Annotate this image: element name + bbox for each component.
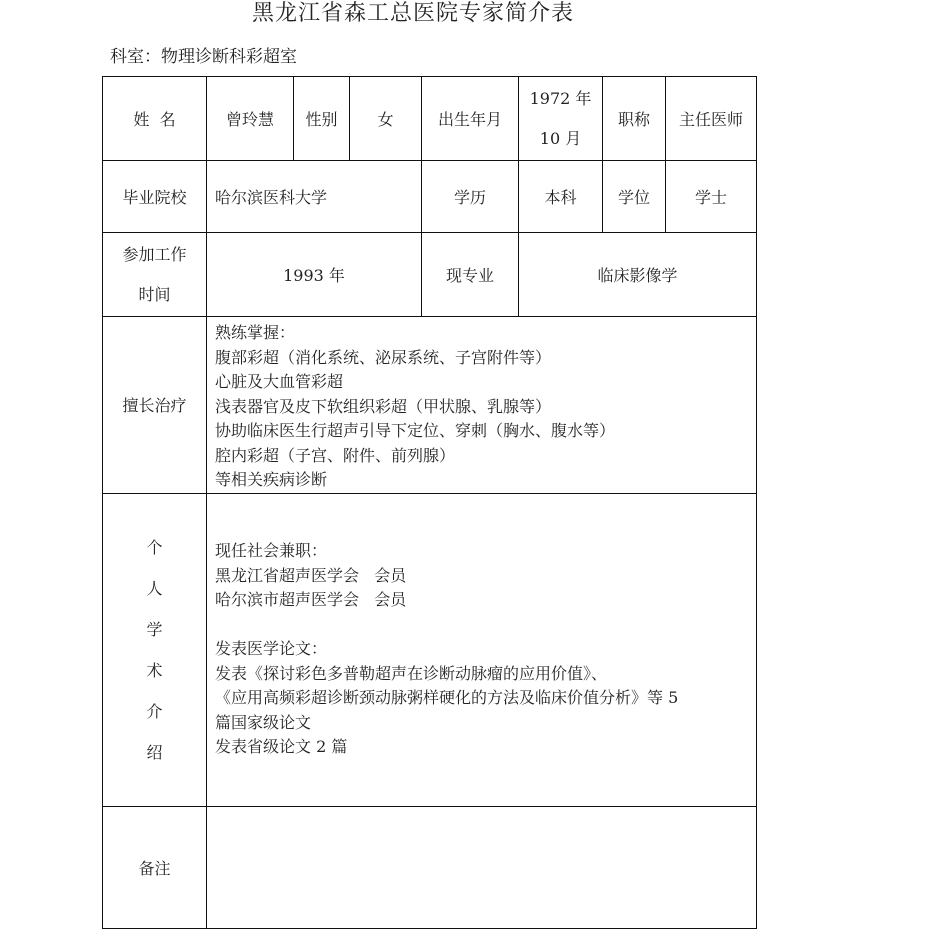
row-remarks bbox=[103, 806, 757, 928]
row-specialty bbox=[103, 317, 757, 494]
academic-label bbox=[103, 493, 207, 806]
gender-value: 女 bbox=[350, 77, 422, 161]
gender-label: 性别 bbox=[294, 77, 350, 161]
row-work bbox=[103, 233, 757, 317]
academic-line: 黑龙江省超声医学会 会员 bbox=[215, 565, 407, 585]
document-title: 黑龙江省森工总医院专家简介表 bbox=[251, 1, 574, 26]
specialty-content bbox=[207, 317, 757, 494]
school-label: 毕业院校 bbox=[103, 161, 207, 233]
major-label: 现专业 bbox=[422, 233, 519, 317]
academic-label-char: 个 bbox=[146, 537, 163, 557]
remarks-label: 备注 bbox=[103, 806, 207, 928]
academic-label-char: 人 bbox=[146, 578, 163, 598]
row-basic-info bbox=[103, 77, 757, 161]
academic-line: 发表省级论文 2 篇 bbox=[215, 737, 348, 757]
specialty-line: 心脏及大血管彩超 bbox=[215, 372, 344, 391]
work-start-label bbox=[103, 233, 207, 317]
degree-label: 学位 bbox=[603, 161, 666, 233]
degree-value: 学士 bbox=[666, 161, 757, 233]
birth-month: 10 月 bbox=[539, 128, 582, 148]
school-value: 哈尔滨医科大学 bbox=[207, 161, 422, 233]
expert-profile-table bbox=[102, 76, 757, 929]
major-value: 临床影像学 bbox=[519, 233, 757, 317]
academic-label-char: 介 bbox=[146, 701, 163, 721]
work-label-line2: 时间 bbox=[138, 284, 171, 304]
title-value: 主任医师 bbox=[666, 77, 757, 161]
specialty-line: 熟练掌握： bbox=[215, 323, 296, 342]
work-label-line1: 参加工作 bbox=[122, 244, 187, 264]
education-label: 学历 bbox=[422, 161, 519, 233]
name-label: 姓 名 bbox=[103, 77, 207, 161]
academic-line: 现任社会兼职： bbox=[215, 541, 328, 561]
remarks-value bbox=[207, 806, 757, 928]
name-value: 曾玲慧 bbox=[207, 77, 294, 161]
academic-line: 发表医学论文： bbox=[215, 639, 328, 659]
academic-content bbox=[207, 493, 757, 806]
academic-label-char: 学 bbox=[146, 619, 163, 639]
academic-line bbox=[215, 613, 756, 638]
work-start-value: 1993 年 bbox=[207, 233, 422, 317]
academic-line: 哈尔滨市超声医学会 会员 bbox=[215, 590, 407, 610]
education-value: 本科 bbox=[519, 161, 603, 233]
specialty-line: 浅表器官及皮下软组织彩超（甲状腺、乳腺等） bbox=[215, 396, 552, 416]
birth-year: 1972 年 bbox=[529, 88, 592, 108]
specialty-line: 等相关疾病诊断 bbox=[215, 470, 328, 489]
academic-line: 发表《探讨彩色多普勒超声在诊断动脉瘤的应用价值》、 bbox=[215, 663, 608, 683]
academic-label-char: 绍 bbox=[146, 742, 163, 762]
title-label: 职称 bbox=[603, 77, 666, 161]
birth-label: 出生年月 bbox=[422, 77, 519, 161]
department-label: 科室：物理诊断科彩超室 bbox=[110, 47, 297, 67]
academic-label-char: 术 bbox=[146, 660, 163, 680]
specialty-line: 腹部彩超（消化系统、泌尿系统、子宫附件等） bbox=[215, 347, 552, 367]
specialty-label: 擅长治疗 bbox=[103, 317, 207, 494]
row-academic bbox=[103, 493, 757, 806]
specialty-line: 腔内彩超（子宫、附件、前列腺） bbox=[215, 445, 456, 465]
row-education bbox=[103, 161, 757, 233]
academic-line: 篇国家级论文 bbox=[215, 712, 312, 732]
academic-line: 《应用高频彩超诊断颈动脉粥样硬化的方法及临床价值分析》等 5 bbox=[215, 688, 679, 708]
birth-value bbox=[519, 77, 603, 161]
specialty-line: 协助临床医生行超声引导下定位、穿刺（胸水、腹水等） bbox=[215, 421, 616, 440]
